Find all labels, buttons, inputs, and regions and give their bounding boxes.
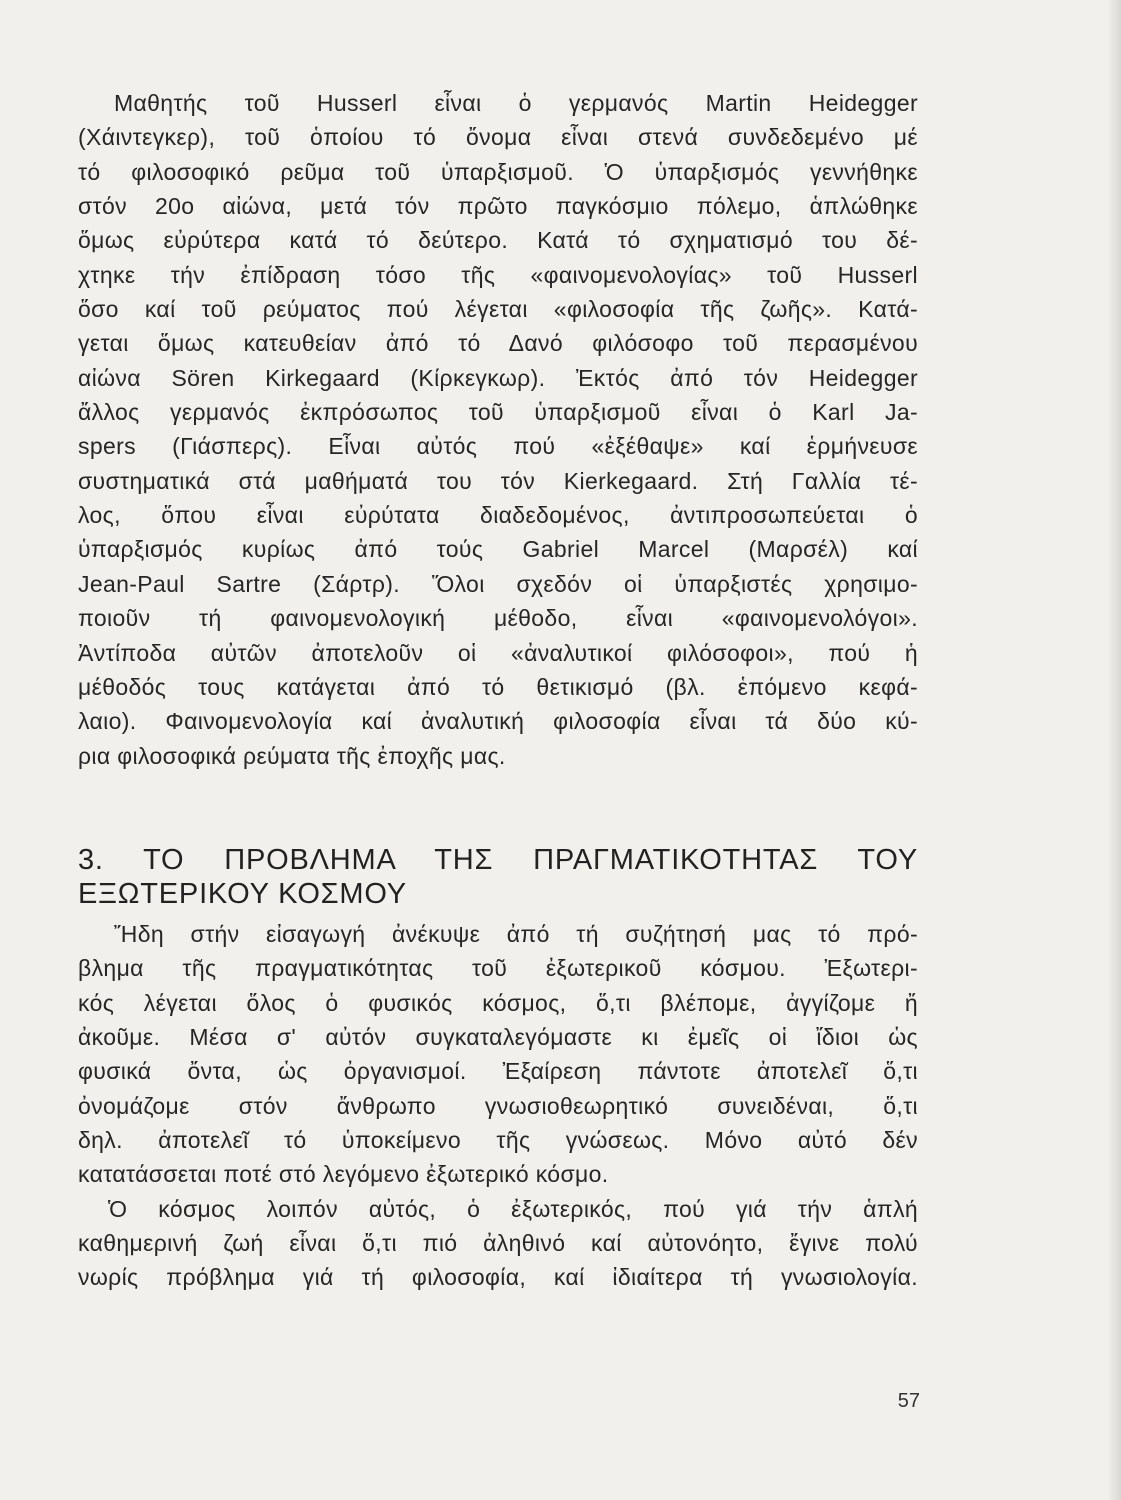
text-line: ρια φιλοσοφικά ρεύματα τῆς ἐποχῆς μας. bbox=[78, 742, 506, 769]
book-page bbox=[78, 86, 918, 1295]
text-line: γεται ὅμως κατευθείαν ἀπό τό Δανό φιλόσοφο τοῦ περασμένου bbox=[78, 330, 918, 357]
text-line: κός λέγεται ὅλος ὁ φυσικός κόσμος, ὅ,τι βλέπομε, ἀγγίζομε ἤ bbox=[78, 989, 918, 1016]
text-line: ἀκοῦμε. Μέσα σ' αὐτόν συγκαταλεγόμαστε κι ἐμεῖς οἱ ἴδιοι ὡς bbox=[78, 1023, 918, 1050]
text-line: συστηματικά στά μαθήματά του τόν Kierkegaard. Στή Γαλλία τέ- bbox=[78, 467, 918, 494]
text-line: ὅσο καί τοῦ ρεύματος πού λέγεται «φιλοσοφία τῆς ζωῆς». Κατά- bbox=[78, 296, 918, 323]
text-line: Μαθητής τοῦ Husserl εἶναι ὁ γερμανός Martin Heidegger bbox=[114, 90, 918, 116]
text-line: φυσικά ὄντα, ὡς ὀργανισμοί. Ἐξαίρεση πάντοτε ἀποτελεῖ ὅ,τι bbox=[78, 1058, 918, 1085]
text-line: νωρίς πρόβλημα γιά τή φιλοσοφία, καί ἰδιαίτερα τή γνωσιολογία. bbox=[78, 1264, 918, 1291]
text-line: ὑπαρξισμός κυρίως ἀπό τούς Gabriel Marcel (Μαρσέλ) καί bbox=[78, 536, 918, 563]
text-line: λαιο). Φαινομενολογία καί ἀναλυτική φιλοσοφία εἶναι τά δύο κύ- bbox=[78, 708, 918, 735]
text-line: χτηκε τήν ἐπίδραση τόσο τῆς «φαινομενολογίας» τοῦ Husserl bbox=[78, 261, 918, 288]
text-line: κατατάσσεται ποτέ στό λεγόμενο ἐξωτερικό κόσμο. bbox=[78, 1161, 609, 1188]
text-line: ποιοῦν τή φαινομενολογική μέθοδο, εἶναι «φαινομενολόγοι». bbox=[78, 605, 918, 632]
text-line: στόν 20ο αἰώνα, μετά τόν πρῶτο παγκόσμιο πόλεμο, ἁπλώθηκε bbox=[78, 193, 918, 220]
text-line: λος, ὅπου εἶναι εὐρύτατα διαδεδομένος, ἀντιπροσωπεύεται ὁ bbox=[78, 502, 918, 529]
paragraph-world-problem bbox=[78, 1192, 918, 1295]
page-number: 57 bbox=[897, 1390, 920, 1412]
text-line: καθημερινή ζωή εἶναι ὅ,τι πιό ἀληθινό καί αὐτονόητο, ἔγινε πολύ bbox=[78, 1229, 918, 1256]
text-line: ὀνομάζομε στόν ἄνθρωπο γνωσιοθεωρητικό συνειδέναι, ὅ,τι bbox=[78, 1092, 918, 1119]
text-line: (Χάιντεγκερ), τοῦ ὁποίου τό ὄνομα εἶναι στενά συνδεδεμένο μέ bbox=[78, 124, 918, 151]
text-line: αἰώνα Sören Kirkegaard (Κίρκεγκωρ). Ἐκτός ἀπό τόν Heidegger bbox=[78, 364, 918, 391]
section-heading bbox=[78, 843, 918, 911]
text-line: βλημα τῆς πραγματικότητας τοῦ ἐξωτερικοῦ κόσμου. Ἐξωτερι- bbox=[78, 955, 918, 982]
section-heading-line: 3. ΤΟ ΠΡΟΒΛΗΜΑ ΤΗΣ ΠΡΑΓΜΑΤΙΚΟΤΗΤΑΣ ΤΟΥ bbox=[78, 843, 918, 876]
text-line: Ὁ κόσμος λοιπόν αὐτός, ὁ ἐξωτερικός, πού γιά τήν ἁπλή bbox=[108, 1195, 918, 1222]
text-line: Ἤδη στήν εἰσαγωγή ἀνέκυψε ἀπό τή συζήτησή μας τό πρό- bbox=[114, 920, 918, 947]
text-line: spers (Γιάσπερς). Εἶναι αὐτός πού «ἐξέθαψε» καί ἑρμήνευσε bbox=[78, 433, 918, 460]
text-line: τό φιλοσοφικό ρεῦμα τοῦ ὑπαρξισμοῦ. Ὁ ὑπαρξισμός γεννήθηκε bbox=[78, 158, 918, 185]
text-line: μέθοδός τους κατάγεται ἀπό τό θετικισμό (βλ. ἑπόμενο κεφά- bbox=[78, 673, 918, 700]
paragraph-existentialism bbox=[78, 86, 918, 773]
section-heading-line: ΕΞΩΤΕΡΙΚΟΥ ΚΟΣΜΟΥ bbox=[78, 877, 407, 910]
text-line: Jean-Paul Sartre (Σάρτρ). Ὅλοι σχεδόν οἱ ὑπαρξιστές χρησιμο- bbox=[78, 570, 918, 597]
text-line: ἄλλος γερμανός ἐκπρόσωπος τοῦ ὑπαρξισμοῦ εἶναι ὁ Karl Ja- bbox=[78, 399, 918, 426]
paragraph-external-world bbox=[78, 917, 918, 1192]
text-line: δηλ. ἀποτελεῖ τό ὑποκείμενο τῆς γνώσεως. Μόνο αὐτό δέν bbox=[78, 1126, 918, 1153]
text-line: Ἀντίποδα αὐτῶν ἀποτελοῦν οἱ «ἀναλυτικοί φιλόσοφοι», πού ἡ bbox=[78, 639, 918, 666]
text-line: ὅμως εὐρύτερα κατά τό δεύτερο. Κατά τό σχηματισμό του δέ- bbox=[78, 227, 918, 254]
page-edge-shadow bbox=[1107, 0, 1121, 1500]
